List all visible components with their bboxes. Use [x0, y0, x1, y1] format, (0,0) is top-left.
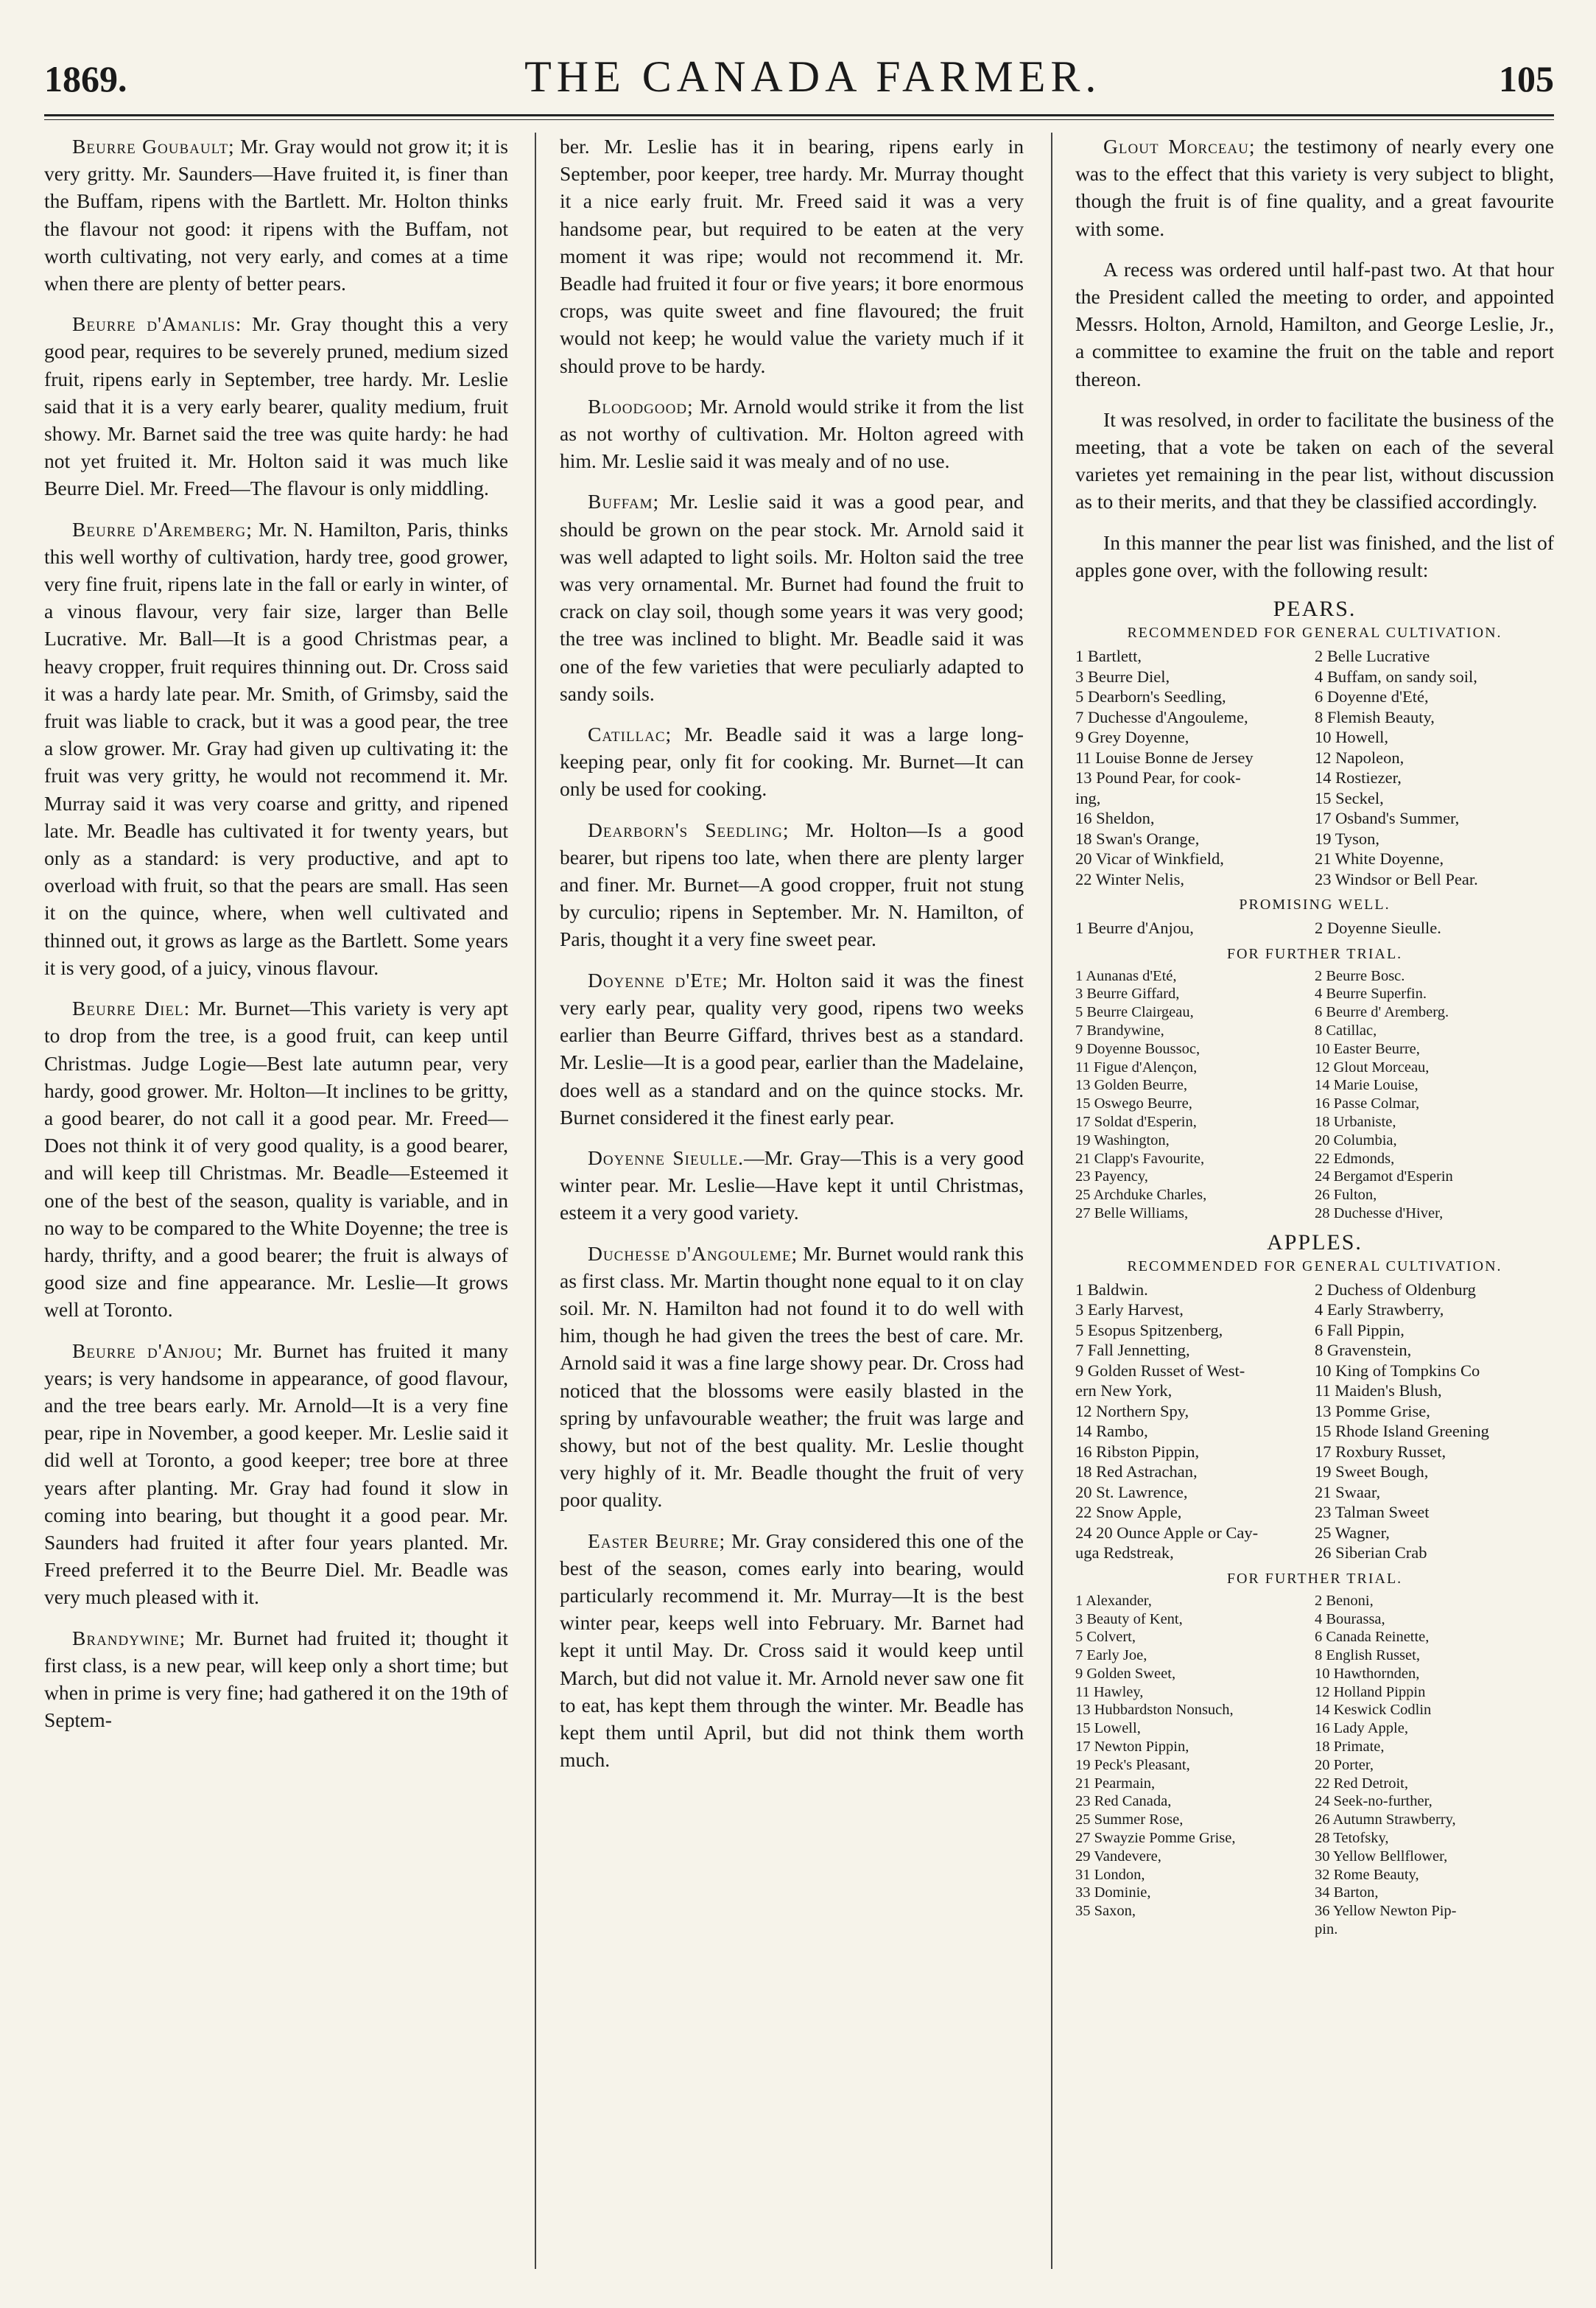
variety-entry: 7 Duchesse d'Angouleme, [1075, 707, 1248, 726]
variety-name: Doyenne Sieulle. [588, 1146, 745, 1169]
variety-entry: 16 Sheldon, [1075, 809, 1155, 828]
variety-entry: 6 Beurre d' Aremberg. [1315, 1004, 1449, 1021]
variety-entry: 3 Beurre Diel, [1075, 667, 1170, 686]
variety-entry: 19 Sweet Bough, [1315, 1462, 1429, 1481]
variety-entry: 24 20 Ounce Apple or Cay- [1075, 1523, 1259, 1542]
variety-entry: 25 Summer Rose, [1075, 1811, 1184, 1828]
variety-row [1075, 1186, 1554, 1204]
variety-entry: 36 Yellow Newton Pip- [1315, 1903, 1457, 1920]
paragraph-text: Mr. Gray thought this a very good pear, requires to be severely pruned, medium sized fruit, ripens early in September, tree hardy. Mr. Leslie said that it is a very early bearer, quality medium, fruit showy. Mr. Barnet said the tree was quite hardy: he had not yet fruited it. Mr. Holton said it was much like Beurre Diel. Mr. Freed—The flavour is only middling. [44, 312, 508, 500]
variety-entry: 3 Beurre Giffard, [1075, 986, 1180, 1003]
variety-entry: 28 Tetofsky, [1315, 1830, 1389, 1847]
variety-entry: 13 Pound Pear, for cook- [1075, 768, 1241, 788]
paragraph-text: Mr. Gray would not grow it; it is very gritty. Mr. Saunders—Have fruited it, is finer than the Buffam, ripens with the Bartlett. Mr. Holton thinks the flavour not good: it ripens with the Buffam, not worth cultivating, not very early, and comes at a time when there are plenty of better pears. [44, 135, 508, 295]
paragraph-text: the testimony of nearly every one was to the effect that this variety is very subject to blight, though the fruit is of fine quality, and a great favourite with some. [1075, 135, 1554, 240]
variety-entry: 1 Alexander, [1075, 1592, 1152, 1609]
variety-row [1075, 687, 1554, 707]
variety-row [1075, 1095, 1554, 1113]
variety-entry: 17 Osband's Summer, [1315, 809, 1460, 828]
variety-entry: 4 Beurre Superfin. [1315, 986, 1427, 1003]
variety-entry: 1 Bartlett, [1075, 647, 1142, 666]
paragraph-text: Mr. Gray considered this one of the best of the season, comes early into bearing, would particularly recommend it. Mr. Murray—It is the best winter pear, keeps well into February. Mr. Barnet had kept it until May. Dr. Cross said it would keep until March, but did not value it. Mr. Arnold never saw one fit to eat, has kept them through the winter. Mr. Beadle has kept them until April, but did not think them worth much. [560, 1529, 1024, 1772]
variety-entry: 12 Holland Pippin [1315, 1683, 1426, 1700]
variety-row [1075, 1421, 1554, 1442]
variety-row [1075, 985, 1554, 1003]
variety-name: Easter Beurre; [588, 1529, 726, 1552]
variety-row [1075, 1442, 1554, 1462]
variety-entry: 21 Clapp's Favourite, [1075, 1150, 1205, 1167]
meeting-notes [1075, 133, 1554, 583]
variety-entry: 5 Beurre Clairgeau, [1075, 1004, 1194, 1021]
variety-entry: 9 Doyenne Boussoc, [1075, 1040, 1200, 1057]
variety-row [1075, 1502, 1554, 1523]
variety-name: Beurre Goubault; [72, 135, 235, 158]
paragraph-text: It was resolved, in order to facilitate the business of the meeting, that a vote be taken on each of the several varietes yet remaining in the pear list, without discussion as to their merits, and that they be classified accordingly. [1075, 407, 1554, 513]
paragraph-text: Mr. Leslie said it was a good pear, and should be grown on the pear stock. Mr. Arnold said it was well adapted to light soils. Mr. Holton said the tree was very ornamental. Mr. Burnet had found the fruit to crack on clay soil, though some years it was very good; the tree was inclined to blight. Mr. Beadle said it was one of the few varieties that were peculiarly adapted to sandy soils. [560, 490, 1024, 705]
variety-entry: 29 Vandevere, [1075, 1848, 1161, 1865]
variety-entry: 15 Oswego Beurre, [1075, 1095, 1192, 1112]
column-divider [535, 133, 536, 2269]
variety-entry: 10 Hawthornden, [1315, 1665, 1420, 1682]
variety-entry: 30 Yellow Bellflower, [1315, 1848, 1448, 1865]
variety-entry: 19 Washington, [1075, 1132, 1170, 1148]
variety-entry: 12 Napoleon, [1315, 748, 1405, 767]
article-paragraph [560, 393, 1024, 475]
variety-entry: 6 Fall Pippin, [1315, 1320, 1405, 1339]
variety-entry: 28 Duchesse d'Hiver, [1315, 1204, 1444, 1221]
article-paragraph [44, 1624, 508, 1734]
newspaper-title: THE CANADA FARMER. [524, 52, 1102, 101]
variety-entry: 15 Seckel, [1315, 788, 1384, 807]
variety-row [1075, 1022, 1554, 1040]
apples-recommended-list [1075, 1280, 1554, 1563]
variety-entry: 23 Red Canada, [1075, 1793, 1172, 1810]
article-paragraph [560, 488, 1024, 707]
variety-entry: 2 Benoni, [1315, 1592, 1374, 1609]
variety-row [1075, 1902, 1554, 1921]
pears-heading: PEARS. [1273, 597, 1357, 622]
variety-entry: 11 Louise Bonne de Jersey [1075, 748, 1254, 767]
variety-entry: 13 Hubbardston Nonsuch, [1075, 1702, 1234, 1719]
article-paragraph [560, 1144, 1024, 1227]
variety-row [1075, 808, 1554, 829]
variety-name: Dearborn's Seedling; [588, 818, 790, 841]
variety-entry: 9 Grey Doyenne, [1075, 728, 1189, 747]
variety-name: Beurre d'Anjou; [72, 1339, 223, 1362]
variety-name: Bloodgood; [588, 394, 694, 418]
variety-entry: 2 Belle Lucrative [1315, 647, 1430, 666]
variety-row [1075, 1884, 1554, 1902]
variety-row [1075, 1113, 1554, 1132]
variety-row [1075, 1340, 1554, 1361]
article-paragraph [560, 1527, 1024, 1774]
variety-entry: 9 Golden Russet of West- [1075, 1361, 1245, 1380]
variety-entry: 18 Urbaniste, [1315, 1113, 1396, 1130]
variety-entry: 16 Lady Apple, [1315, 1720, 1408, 1737]
variety-row [1075, 788, 1554, 809]
variety-entry: 18 Primate, [1315, 1739, 1385, 1755]
variety-entry: 10 Easter Beurre, [1315, 1040, 1420, 1057]
column-left [44, 133, 508, 2269]
article-paragraph [560, 133, 1024, 379]
variety-entry: 3 Beauty of Kent, [1075, 1610, 1183, 1627]
variety-row [1075, 918, 1554, 939]
variety-row [1075, 1628, 1554, 1646]
paragraph-text: Mr. Burnet would rank this as first class. Mr. Martin thought none equal to it on clay soil. Mr. N. Hamilton had not found it to do well with him, though he had given the trees the best of care. Mr. Arnold said it was a fine large showy pear. Dr. Cross had noticed that the blossoms were easily blasted in the spring by unfavourable weather; the fruit was large and showy, but not of the best quality. Mr. Leslie thought very highly of it. Mr. Beadle thought the fruit of very poor quality. [560, 1241, 1024, 1512]
variety-entry: 1 Baldwin. [1075, 1280, 1148, 1299]
variety-row [1075, 1792, 1554, 1811]
variety-entry: 26 Siberian Crab [1315, 1543, 1427, 1562]
variety-entry: 2 Beurre Bosc. [1315, 967, 1405, 984]
variety-entry: 33 Dominie, [1075, 1884, 1151, 1901]
variety-entry: 25 Wagner, [1315, 1523, 1390, 1542]
variety-entry: 11 Hawley, [1075, 1683, 1144, 1700]
variety-row [1075, 1683, 1554, 1702]
article-paragraph [1075, 529, 1554, 583]
pears-promising-list [1075, 918, 1554, 939]
variety-row [1075, 1866, 1554, 1884]
variety-row [1075, 1168, 1554, 1186]
variety-entry: 6 Canada Reinette, [1315, 1629, 1430, 1646]
article-paragraph [560, 1240, 1024, 1514]
variety-entry: 5 Esopus Spitzenberg, [1075, 1320, 1223, 1339]
variety-row [1075, 1610, 1554, 1629]
variety-entry: 2 Doyenne Sieulle. [1315, 919, 1441, 938]
variety-entry: 22 Red Detroit, [1315, 1775, 1408, 1792]
apples-trial-list [1075, 1592, 1554, 1939]
variety-entry: 20 Porter, [1315, 1756, 1374, 1773]
variety-entry: 7 Brandywine, [1075, 1022, 1164, 1039]
article-paragraph [44, 516, 508, 981]
variety-row [1075, 1482, 1554, 1503]
variety-row [1075, 1150, 1554, 1168]
variety-row [1075, 1543, 1554, 1563]
paragraph-text: A recess was ordered until half-past two. At that hour the President called the meeting to order, and appointed Messrs. Holton, Arnold, Hamilton, and George Leslie, Jr., a committee to examine the fruit on the table and report thereon. [1075, 257, 1554, 390]
variety-row [1075, 1003, 1554, 1022]
variety-entry: pin. [1315, 1921, 1338, 1938]
variety-entry: 8 Gravenstein, [1315, 1341, 1412, 1360]
column-middle [560, 133, 1024, 2269]
variety-row [1075, 1665, 1554, 1683]
variety-name: Duchesse d'Angouleme; [588, 1241, 798, 1265]
pears-recommended-heading: RECOMMENDED FOR GENERAL CULTIVATION. [1127, 625, 1502, 642]
column-right [1075, 133, 1554, 2269]
variety-entry: 20 Columbia, [1315, 1132, 1397, 1148]
article-paragraph [1075, 133, 1554, 242]
variety-entry: 32 Rome Beauty, [1315, 1866, 1419, 1883]
variety-row [1075, 1381, 1554, 1401]
variety-name: Buffam; [588, 490, 660, 513]
variety-name: Beurre d'Amanlis: [72, 312, 242, 336]
variety-entry: 14 Rostiezer, [1315, 768, 1402, 788]
variety-entry: 16 Ribston Pippin, [1075, 1442, 1200, 1461]
variety-entry: 25 Archduke Charles, [1075, 1187, 1207, 1204]
apples-recommended-heading: RECOMMENDED FOR GENERAL CULTIVATION. [1127, 1258, 1502, 1274]
variety-entry: 18 Swan's Orange, [1075, 829, 1200, 848]
variety-row [1075, 829, 1554, 849]
variety-entry: 8 Catillac, [1315, 1022, 1377, 1039]
variety-entry: 7 Early Joe, [1075, 1647, 1147, 1664]
masthead [44, 52, 1554, 111]
variety-name: Beurre Diel: [72, 997, 191, 1020]
variety-row [1075, 1401, 1554, 1422]
variety-entry: 24 Seek-no-further, [1315, 1793, 1432, 1810]
variety-row [1075, 1299, 1554, 1320]
variety-row [1075, 646, 1554, 667]
variety-entry: 17 Newton Pippin, [1075, 1739, 1189, 1755]
variety-row [1075, 849, 1554, 869]
variety-row [1075, 768, 1554, 788]
article-paragraph [44, 995, 508, 1323]
variety-entry: uga Redstreak, [1075, 1543, 1174, 1562]
variety-row [1075, 1361, 1554, 1381]
paragraph-text: Mr. Holton—Is a good bearer, but ripens too late, when there are plenty larger and finer. Mr. Burnet—A good cropper, fruit not stung by curculio; ripens in September. Mr. N. Hamilton, of Paris, thought it a very fine sweet pear. [560, 818, 1024, 951]
variety-entry: 5 Colvert, [1075, 1629, 1136, 1646]
variety-row [1075, 1848, 1554, 1866]
variety-entry: 22 Snow Apple, [1075, 1503, 1182, 1522]
article-paragraph [44, 133, 508, 297]
variety-entry: 27 Belle Williams, [1075, 1204, 1189, 1221]
pears-promising-heading: PROMISING WELL. [1239, 897, 1391, 913]
variety-entry: 26 Autumn Strawberry, [1315, 1811, 1456, 1828]
variety-row [1075, 869, 1554, 890]
variety-name: Beurre d'Aremberg; [72, 517, 253, 541]
variety-row [1075, 1076, 1554, 1095]
paragraph-text: Mr. Burnet has fruited it many years; is very handsome in appearance, of good flavour, and the tree bears early. Mr. Arnold—It is a very fine pear, ripe in November, a good keeper. Mr. Leslie said it did well at Toronto, a good keeper; tree bore at three years after planting. Mr. Gray had found it slow in coming into bearing, but thought it a good pear. Mr. Saunders had fruited it after four years planted. Mr. Freed preferred it to the Beurre Diel. Mr. Beadle was very much pleased with it. [44, 1339, 508, 1609]
variety-entry: 11 Maiden's Blush, [1315, 1381, 1442, 1400]
variety-entry: 17 Soldat d'Esperin, [1075, 1113, 1197, 1130]
variety-entry: 4 Early Strawberry, [1315, 1300, 1444, 1319]
variety-row [1075, 1280, 1554, 1300]
apples-heading: APPLES. [1267, 1230, 1363, 1255]
variety-entry: 27 Swayzie Pomme Grise, [1075, 1830, 1236, 1847]
article-paragraph [44, 1337, 508, 1611]
article-paragraph [44, 310, 508, 502]
variety-row [1075, 1523, 1554, 1543]
variety-entry [1075, 1921, 1315, 1939]
variety-row [1075, 707, 1554, 728]
paragraph-text: In this manner the pear list was finished, and the list of apples gone over, with the following result: [1075, 530, 1554, 581]
variety-entry: 1 Aunanas d'Eté, [1075, 967, 1177, 984]
variety-row [1075, 748, 1554, 768]
variety-entry: 8 Flemish Beauty, [1315, 707, 1435, 726]
header-rule-thin [44, 119, 1554, 120]
variety-entry: 15 Rhode Island Greening [1315, 1422, 1489, 1441]
variety-row [1075, 727, 1554, 748]
pears-recommended-list [1075, 646, 1554, 889]
variety-entry: 12 Glout Morceau, [1315, 1059, 1430, 1076]
variety-entry: 12 Northern Spy, [1075, 1401, 1189, 1420]
variety-row [1075, 1462, 1554, 1482]
variety-entry: ing, [1075, 788, 1101, 807]
variety-entry: 7 Fall Jennetting, [1075, 1341, 1190, 1360]
variety-name: Brandywine; [72, 1626, 186, 1649]
variety-row [1075, 1204, 1554, 1223]
variety-name: Catillac; [588, 723, 672, 746]
apples-trial-heading: FOR FURTHER TRIAL. [1226, 1570, 1403, 1587]
variety-row [1075, 1646, 1554, 1665]
variety-row [1075, 1811, 1554, 1829]
variety-row [1075, 1719, 1554, 1738]
variety-entry: 21 Pearmain, [1075, 1775, 1156, 1792]
variety-row [1075, 1921, 1554, 1939]
variety-row [1075, 1592, 1554, 1610]
variety-entry: 21 Swaar, [1315, 1482, 1381, 1501]
column-divider [1051, 133, 1052, 2269]
variety-entry: 1 Beurre d'Anjou, [1075, 919, 1194, 938]
variety-row [1075, 1738, 1554, 1756]
variety-entry: 14 Keswick Codlin [1315, 1702, 1432, 1719]
variety-entry: 20 Vicar of Winkfield, [1075, 849, 1224, 869]
article-paragraph [560, 720, 1024, 803]
variety-name: Doyenne d'Ete; [588, 968, 728, 992]
variety-entry: 3 Early Harvest, [1075, 1300, 1184, 1319]
variety-entry: 19 Tyson, [1315, 829, 1380, 848]
variety-entry: 6 Doyenne d'Eté, [1315, 687, 1429, 706]
paragraph-text: ber. Mr. Leslie has it in bearing, ripens early in September, poor keeper, tree hardy. Mr. Murray thought it a nice early fruit. Mr. Freed said it was a very handsome pear, but required to be eaten at the very moment it was ripe; would not recommend it. Mr. Beadle had fruited it four or five years; it bore enormous crops, was quite sweet and fine flavoured; the fruit would not keep; he would value the variety much if it should prove to be hardy. [560, 135, 1024, 377]
pears-trial-heading: FOR FURTHER TRIAL. [1226, 945, 1403, 962]
variety-entry: 4 Buffam, on sandy soil, [1315, 667, 1477, 686]
variety-entry: 19 Peck's Pleasant, [1075, 1756, 1190, 1773]
variety-entry: 22 Edmonds, [1315, 1150, 1395, 1167]
variety-entry: 35 Saxon, [1075, 1903, 1136, 1920]
variety-row [1075, 1132, 1554, 1150]
variety-row [1075, 1701, 1554, 1719]
variety-entry: 11 Figue d'Alençon, [1075, 1059, 1198, 1076]
variety-row [1075, 667, 1554, 687]
variety-row [1075, 1059, 1554, 1077]
variety-entry: 4 Bourassa, [1315, 1610, 1385, 1627]
variety-entry: 23 Talman Sweet [1315, 1503, 1430, 1522]
variety-entry: 2 Duchess of Oldenburg [1315, 1280, 1476, 1299]
variety-entry: ern New York, [1075, 1381, 1173, 1400]
article-paragraph [1075, 256, 1554, 393]
variety-entry: 13 Golden Beurre, [1075, 1077, 1187, 1094]
variety-entry: 20 St. Lawrence, [1075, 1482, 1188, 1501]
variety-entry: 17 Roxbury Russet, [1315, 1442, 1446, 1461]
variety-entry: 14 Rambo, [1075, 1422, 1148, 1441]
variety-row [1075, 1829, 1554, 1848]
variety-entry: 23 Payency, [1075, 1168, 1148, 1185]
variety-name: Glout Morceau; [1103, 135, 1256, 158]
variety-row [1075, 1775, 1554, 1793]
page-number: 105 [1499, 58, 1554, 99]
variety-entry: 8 English Russet, [1315, 1647, 1420, 1664]
paragraph-text: Mr. Burnet—This variety is very apt to drop from the tree, is a good fruit, can keep until Christmas. Judge Logie—Best late autumn pear, very hardy, good grower. Mr. Holton—It inclines to be gritty, a good bearer, do not call it a good pear. Mr. Freed—Does not think it of very good quality, is a good bearer, and will keep till Christmas. Mr. Beadle—Esteemed it one of the best of the season, quality is variable, and in no way to be compared to the White Doyenne; the tree is hardy, thrifty, and a good bearer; the fruit is always of good size and fine appearance. Mr. Leslie—It grows well at Toronto. [44, 997, 508, 1322]
variety-entry: 34 Barton, [1315, 1884, 1379, 1901]
variety-entry: 16 Passe Colmar, [1315, 1095, 1420, 1112]
pears-trial-list [1075, 967, 1554, 1223]
variety-entry: 22 Winter Nelis, [1075, 869, 1185, 888]
paragraph-text: Mr. Beadle said it was a large long-keeping pear, only fit for cooking. Mr. Burnet—It can only be used for cooking. [560, 723, 1024, 801]
variety-row [1075, 967, 1554, 986]
variety-entry: 5 Dearborn's Seedling, [1075, 687, 1226, 706]
article-paragraph [560, 967, 1024, 1131]
variety-row [1075, 1040, 1554, 1059]
variety-entry: 24 Bergamot d'Esperin [1315, 1168, 1453, 1185]
variety-entry: 21 White Doyenne, [1315, 849, 1444, 869]
variety-entry: 14 Marie Louise, [1315, 1077, 1419, 1094]
variety-entry: 18 Red Astrachan, [1075, 1462, 1198, 1481]
paragraph-text: Mr. Burnet had fruited it; thought it first class, is a new pear, will keep only a short time; but when in prime is very fine; had gathered it on the 19th of Septem- [44, 1626, 508, 1732]
paragraph-text: Mr. N. Hamilton, Paris, thinks this well worthy of cultivation, hardy tree, good grower, very fine fruit, ripens late in the fall or early in winter, of a vinous flavour, very fair size, larger than Belle Lucrative. Mr. Ball—It is a good Christmas pear, a heavy cropper, fruit requires thinning out. Dr. Cross said it was a hardy late pear. Mr. Smith, of Grimsby, said the fruit was liable to crack, but it was a good pear, the tree a slow grower. Mr. Gray had given up cultivating it: the fruit was very gritty, he would not recommend it. Mr. Murray said it was very coarse and gritty, and ripened late. Mr. Beadle has cultivated it for twenty years, but only as a standard: is very productive, and apt to overload with fruit, so that the pears are small. Has seen it on the quince, where, when well cultivated and thinned out, it grows as large as the Bartlett. Some years it is very good, of a juicy, vinous flavour. [44, 517, 508, 979]
issue-year: 1869. [44, 58, 127, 99]
paragraph-text: Mr. Holton said it was the finest very early pear, quality very good, ripens two weeks earlier than Beurre Giffard, thrives best as a standard. Mr. Leslie—It is a good pear, earlier than the Madelaine, does well as a standard and on the quince stocks. Mr. Burnet considered it the finest early pear. [560, 968, 1024, 1129]
variety-entry: 15 Lowell, [1075, 1720, 1141, 1737]
variety-entry: 31 London, [1075, 1866, 1145, 1883]
variety-entry: 9 Golden Sweet, [1075, 1665, 1176, 1682]
header-rule [44, 114, 1554, 116]
article-paragraph [560, 816, 1024, 953]
variety-entry: 26 Fulton, [1315, 1187, 1377, 1204]
paragraph-text: —Mr. Gray—This is a very good winter pear. Mr. Leslie—Have kept it until Christmas, esteem it a very good variety. [560, 1146, 1024, 1224]
variety-row [1075, 1756, 1554, 1775]
article-paragraph [1075, 406, 1554, 516]
variety-row [1075, 1320, 1554, 1341]
paragraph-text: Mr. Arnold would strike it from the list as not worthy of cultivation. Mr. Holton agreed with him. Mr. Leslie said it was mealy and of no use. [560, 394, 1024, 473]
variety-entry: 13 Pomme Grise, [1315, 1401, 1430, 1420]
variety-entry: 10 King of Tompkins Co [1315, 1361, 1480, 1380]
variety-entry: 23 Windsor or Bell Pear. [1315, 869, 1478, 888]
variety-entry: 10 Howell, [1315, 728, 1388, 747]
